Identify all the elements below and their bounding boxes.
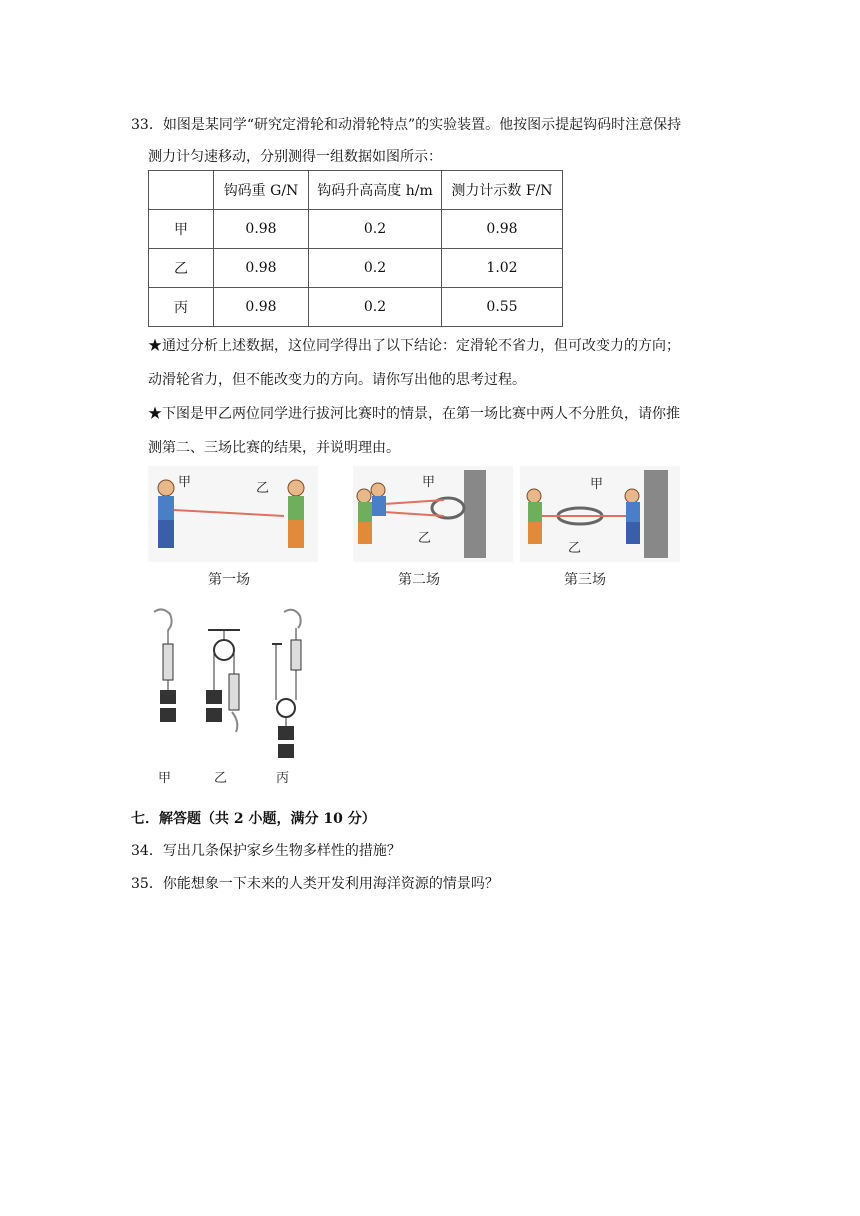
star2-line1: ★下图是甲乙两位同学进行拔河比赛时的情景，在第一场比赛中两人不分胜负，请你推 bbox=[148, 406, 680, 422]
table-cell: 0.98 bbox=[214, 288, 309, 327]
label-person-b: 乙 bbox=[418, 531, 432, 546]
label-person-a: 甲 bbox=[422, 475, 436, 490]
label-person-a: 甲 bbox=[590, 477, 604, 492]
label-setup-c: 丙 bbox=[276, 771, 290, 786]
q33-line2: 测力计匀速移动，分别测得一组数据如图所示： bbox=[148, 149, 442, 165]
table-cell: 0.2 bbox=[309, 288, 442, 327]
table-header-cell: 钩码升高高度 h/m bbox=[309, 171, 442, 210]
person-a-icon bbox=[158, 480, 174, 548]
person-a-icon bbox=[625, 489, 640, 544]
weight-icon bbox=[206, 708, 222, 722]
star1-line2: 动滑轮省力，但不能改变力的方向。请你写出他的思考过程。 bbox=[148, 372, 526, 388]
table-cell: 0.2 bbox=[309, 210, 442, 249]
scene-2 bbox=[353, 466, 513, 588]
weight-icon bbox=[206, 690, 222, 704]
q34: 34．写出几条保护家乡生物多样性的措施？ bbox=[131, 843, 401, 859]
table-header-cell: 钩码重 G/N bbox=[214, 171, 309, 210]
pulley-experiment-figure bbox=[148, 604, 318, 790]
weight-icon bbox=[160, 690, 176, 704]
table-cell: 丙 bbox=[149, 288, 214, 327]
movable-pulley-icon bbox=[277, 699, 295, 717]
label-person-b: 乙 bbox=[256, 481, 270, 496]
weight-icon bbox=[160, 708, 176, 722]
label-setup-b: 乙 bbox=[214, 771, 228, 786]
label-setup-a: 甲 bbox=[158, 771, 172, 786]
fixed-pulley-icon bbox=[214, 640, 234, 660]
table-cell: 0.2 bbox=[309, 249, 442, 288]
table-row bbox=[149, 210, 563, 249]
data-table bbox=[148, 170, 563, 327]
table-cell: 乙 bbox=[149, 249, 214, 288]
table-cell: 0.98 bbox=[214, 249, 309, 288]
person-b-icon bbox=[288, 480, 304, 548]
table-cell: 甲 bbox=[149, 210, 214, 249]
table-row bbox=[149, 249, 563, 288]
label-person-b: 乙 bbox=[568, 541, 582, 556]
table-header-cell bbox=[149, 171, 214, 210]
caption-scene-2: 第二场 bbox=[398, 572, 440, 588]
table-cell: 1.02 bbox=[442, 249, 563, 288]
table-cell: 0.98 bbox=[442, 210, 563, 249]
spring-scale-icon bbox=[291, 640, 301, 670]
caption-scene-1: 第一场 bbox=[208, 572, 250, 588]
setup-b bbox=[206, 630, 240, 786]
spring-scale-icon bbox=[163, 644, 173, 680]
setup-c bbox=[272, 610, 301, 786]
section-7-heading: 七．解答题（共 2 小题，满分 10 分） bbox=[131, 811, 376, 827]
table-row bbox=[149, 288, 563, 327]
star1-line1: ★通过分析上述数据，这位同学得出了以下结论：定滑轮不省力，但可改变力的方向； bbox=[148, 338, 680, 354]
scene-3 bbox=[520, 466, 680, 588]
person-b-icon bbox=[527, 489, 542, 544]
table-header-cell: 测力计示数 F/N bbox=[442, 171, 563, 210]
person-b-icon bbox=[357, 489, 372, 544]
person-a-icon bbox=[371, 483, 386, 516]
tug-of-war-figure bbox=[148, 466, 688, 590]
q33-line1: 33．如图是某同学“研究定滑轮和动滑轮特点”的实验装置。他按图示提起钩码时注意保持 bbox=[131, 117, 682, 133]
caption-scene-3: 第三场 bbox=[564, 572, 606, 588]
table-cell: 0.55 bbox=[442, 288, 563, 327]
scene-1 bbox=[148, 466, 318, 588]
table-header-row bbox=[149, 171, 563, 210]
weight-icon bbox=[278, 726, 294, 740]
setup-a bbox=[154, 609, 176, 786]
table-cell: 0.98 bbox=[214, 210, 309, 249]
label-person-a: 甲 bbox=[178, 475, 192, 490]
spring-scale-icon bbox=[229, 674, 239, 710]
q35: 35．你能想象一下未来的人类开发利用海洋资源的情景吗？ bbox=[131, 876, 499, 892]
weight-icon bbox=[278, 744, 294, 758]
star2-line2: 测第二、三场比赛的结果，并说明理由。 bbox=[148, 440, 400, 456]
